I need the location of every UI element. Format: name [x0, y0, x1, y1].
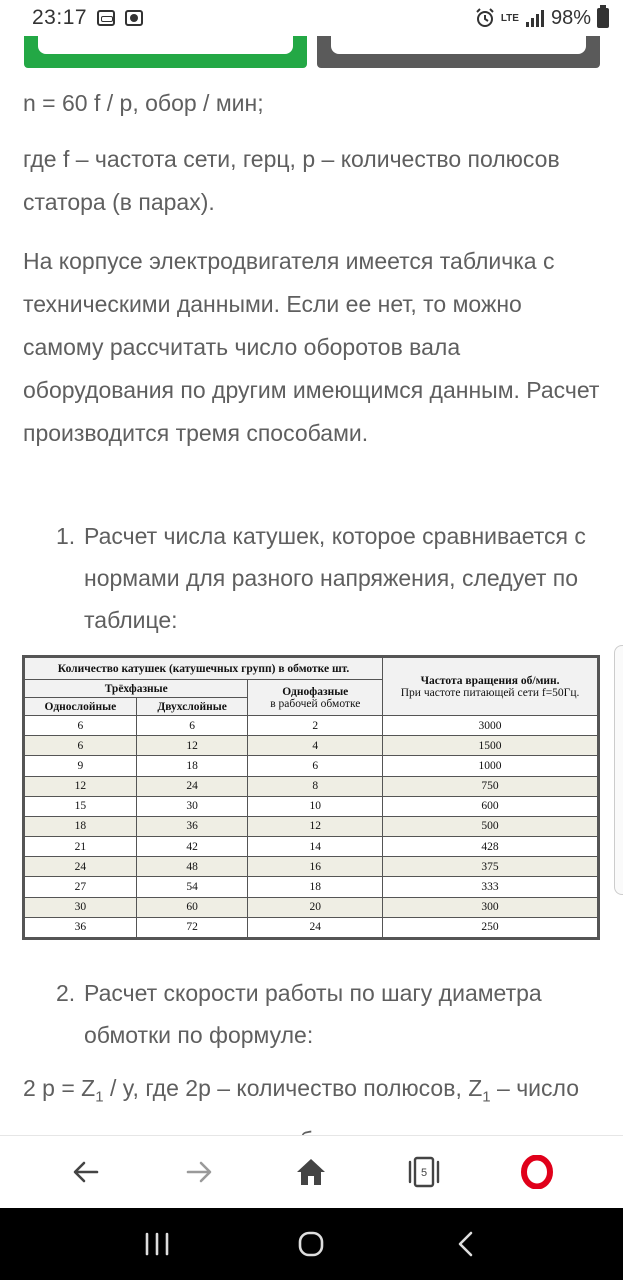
table-cell: 18: [25, 816, 137, 836]
home-system-button[interactable]: [286, 1219, 336, 1269]
formula2-paragraph: 2 $p = Z_1 / y$, где 2p – количество полюсов, $Z_1$ – число: [23, 1075, 579, 1106]
table-cell: 600: [383, 796, 598, 816]
table-cell: 27: [25, 877, 137, 897]
table-cell: 12: [248, 816, 383, 836]
back-button[interactable]: [61, 1147, 111, 1197]
table-cell: 20: [248, 897, 383, 917]
battery-icon: [597, 8, 609, 28]
back-system-button[interactable]: [441, 1219, 491, 1269]
table-cell: 30: [136, 796, 248, 816]
table-row: [25, 796, 598, 816]
table-cell: 30: [25, 897, 137, 917]
tabs-count: 5: [421, 1167, 428, 1179]
table-cell: 12: [136, 736, 248, 756]
table-cell: 24: [25, 857, 137, 877]
table-row: [25, 877, 598, 897]
speed-header-line1: Частота вращения об/мин.: [420, 674, 560, 687]
intro-paragraph: На корпусе электродвигателя имеется табличка с техническими данными. Если ее нет, то можно самому рассчитать число оборотов вала оборудования по другим имеющимся данным. Расчет производится тремя способами.: [23, 248, 600, 446]
side-panel-handle[interactable]: [614, 645, 623, 895]
table-cell: 8: [248, 776, 383, 796]
table-cell: 6: [136, 716, 248, 736]
table-cell: 15: [25, 796, 137, 816]
coil-speed-table-image: [22, 655, 600, 940]
home-icon: [295, 1156, 327, 1188]
list-number: 2.: [56, 980, 76, 1006]
table-cell: 72: [136, 917, 248, 937]
table-cell: 750: [383, 776, 598, 796]
table-cell: 60: [136, 897, 248, 917]
table-cell: 250: [383, 917, 598, 937]
table-cell: 24: [136, 776, 248, 796]
table-cell: 2: [248, 716, 383, 736]
table-cell: 36: [136, 816, 248, 836]
table-cell: 6: [25, 736, 137, 756]
formula-line: n = 60 f / p, обор / мин;: [23, 90, 264, 116]
recent-apps-button[interactable]: [132, 1219, 182, 1269]
chevron-left-icon: [454, 1229, 478, 1259]
list-text: Расчет скорости работы по шагу диаметра обмотки по формуле:: [84, 980, 542, 1048]
list-item: [56, 972, 596, 1056]
browser-bottom-bar: [0, 1135, 623, 1208]
forward-button[interactable]: [174, 1147, 224, 1197]
table-row: [25, 917, 598, 937]
table-cell: 21: [25, 837, 137, 857]
table-cell: 6: [248, 756, 383, 776]
table-cell: 54: [136, 877, 248, 897]
back-arrow-icon: [71, 1157, 101, 1187]
status-right: [475, 7, 609, 30]
list-number: 1.: [56, 523, 76, 549]
table-row: [25, 816, 598, 836]
table-row: [25, 736, 598, 756]
table-cell: 10: [248, 796, 383, 816]
coil-speed-table: [24, 657, 598, 938]
table-cell: 18: [248, 877, 383, 897]
table-cell: 36: [25, 917, 137, 937]
table-header-coils: Количество катушек (катушечных групп) в обмотке шт.: [25, 658, 383, 680]
table-cell: 9: [25, 756, 137, 776]
table-header-speed: [383, 658, 598, 716]
home-circle-icon: [296, 1229, 326, 1259]
recent-apps-icon: [143, 1232, 171, 1256]
table-cell: 1500: [383, 736, 598, 756]
single-phase-line2: в рабочей обмотке: [270, 697, 361, 710]
table-row: [25, 897, 598, 917]
table-cell: 333: [383, 877, 598, 897]
table-cell: 1000: [383, 756, 598, 776]
status-bar: [0, 0, 623, 36]
network-type-label: LTE: [500, 12, 519, 24]
table-cell: 24: [248, 917, 383, 937]
battery-percent: 98%: [550, 6, 591, 29]
table-cell: 6: [25, 716, 137, 736]
list-text: Расчет числа катушек, которое сравнивается с нормами для разного напряжения, следует по таблице:: [84, 523, 586, 633]
speed-header-line2: При частоте питающей сети f=50Гц.: [400, 686, 580, 699]
system-navigation-bar: [0, 1208, 623, 1280]
table-cell: 12: [25, 776, 137, 796]
table-cell: 375: [383, 857, 598, 877]
table-cell: 14: [248, 837, 383, 857]
tabs-icon: [406, 1155, 442, 1189]
opera-menu-icon: [521, 1155, 553, 1189]
table-row: [25, 857, 598, 877]
voicemail-icon: [97, 10, 115, 26]
opera-menu-button[interactable]: [512, 1147, 562, 1197]
alarm-icon: [475, 8, 495, 28]
table-cell: 42: [136, 837, 248, 857]
table-cell: 3000: [383, 716, 598, 736]
table-cell: 300: [383, 897, 598, 917]
signal-icon: [525, 9, 545, 27]
forward-arrow-icon: [184, 1157, 214, 1187]
tabs-button[interactable]: [399, 1147, 449, 1197]
list-item: [56, 515, 596, 641]
table-cell: 4: [248, 736, 383, 756]
table-header-double-layer: Двухслойные: [136, 698, 248, 716]
table-cell: 48: [136, 857, 248, 877]
table-cell: 428: [383, 837, 598, 857]
single-phase-line1: Однофазные: [282, 685, 349, 698]
status-time: 23:17: [32, 6, 88, 29]
table-header-single-layer: Однослойные: [25, 698, 137, 716]
table-cell: 16: [248, 857, 383, 877]
table-header-three-phase: Трёхфазные: [25, 680, 248, 698]
table-row: [25, 756, 598, 776]
home-button[interactable]: [286, 1147, 336, 1197]
definition-paragraph: где f – частота сети, герц, p – количество полюсов статора (в парах).: [23, 146, 560, 215]
screenshot-icon: [125, 10, 143, 26]
table-row: [25, 837, 598, 857]
table-row: [25, 716, 598, 736]
table-header-single-phase: [248, 680, 383, 716]
table-row: [25, 776, 598, 796]
table-cell: 18: [136, 756, 248, 776]
table-cell: 500: [383, 816, 598, 836]
